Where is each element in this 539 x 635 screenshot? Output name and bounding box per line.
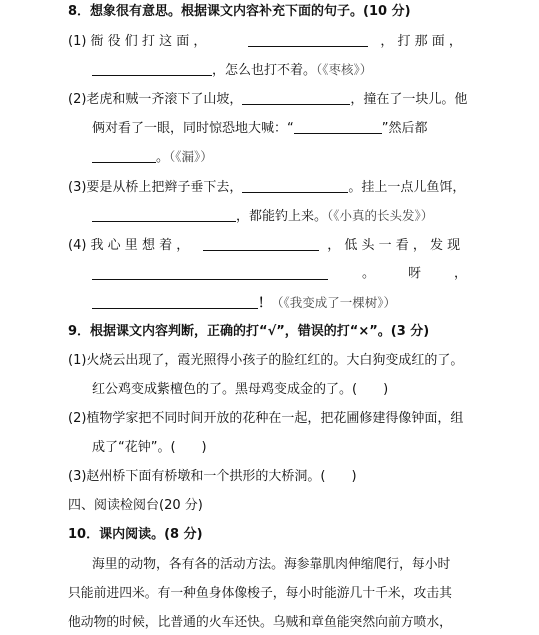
- q8-item4-blank1[interactable]: [203, 236, 319, 251]
- q8-item1-line1: [68, 32, 462, 51]
- q8-item2-blank2[interactable]: [294, 119, 382, 134]
- q8-item2-blank3[interactable]: [92, 148, 156, 163]
- q8-item1-source: （《枣核》）: [316, 62, 373, 77]
- q8-title: 8．想象很有意思。根据课文内容补充下面的句子。(10 分): [68, 4, 411, 19]
- q8-item4-blank3[interactable]: [92, 294, 258, 309]
- q9-item2-line1: (2)植物学家把不同时间开放的花种在一起，把花圃修建得像钟面，组: [68, 411, 464, 426]
- q8-item2-text4: ”然后都: [381, 121, 428, 136]
- q8-item4-text6: ！: [258, 296, 272, 311]
- q8-item1-line2: [92, 61, 372, 80]
- q8-item1-blank1[interactable]: [248, 32, 368, 47]
- q8-item4-text3: 。: [362, 266, 376, 281]
- q8-item4-blank2[interactable]: [92, 265, 328, 280]
- q8-item2-blank1[interactable]: [242, 90, 350, 105]
- q8-item1-text2: ， 打 那 面 ，: [380, 34, 462, 49]
- q8-item4-line2: [92, 265, 468, 284]
- section-heading: 四、阅读检阅台(20 分): [68, 498, 203, 513]
- q8-item2-line1: [68, 90, 467, 109]
- q8-item2-line3: [92, 148, 213, 167]
- q8-item2-source: （《漏》）: [169, 149, 213, 164]
- q8-item2-text5: 。: [156, 150, 170, 165]
- q10-passage-line2: 只能前进四米。有一种鱼身体像梭子，每小时能游几十千米，攻击其: [68, 586, 452, 601]
- q8-item3-blank1[interactable]: [242, 178, 348, 193]
- q8-item3-blank2[interactable]: [92, 207, 236, 222]
- q8-item2-text3: 俩对看了一眼，同时惊恐地大喊：“: [92, 121, 294, 136]
- q8-item4-text4: 呀: [408, 266, 422, 281]
- q8-item1-blank2[interactable]: [92, 61, 212, 76]
- q8-item4-text5: ，: [454, 266, 468, 281]
- q8-item4-line1: [68, 236, 460, 255]
- q8-item1-text1: (1) 衙 役 们 打 这 面 ，: [68, 34, 207, 49]
- q9-item2-line2: 成了“花钟”。( ): [92, 440, 207, 455]
- q8-item2-text1: (2)老虎和贼一齐滚下了山坡，: [68, 92, 243, 107]
- q8-item3-source: （《小真的长头发》）: [327, 208, 434, 223]
- q8-item4-source: （《我变成了一棵树》）: [271, 295, 397, 310]
- q10-passage-line3: 他动物的时候，比普通的火车还快。乌贼和章鱼能突然向前方喷水，: [68, 615, 452, 630]
- q8-item3-line1: [68, 178, 465, 197]
- q10-passage-line1: 海里的动物，各有各的活动方法。海参靠肌肉伸缩爬行，每小时: [92, 557, 451, 572]
- q8-item3-text1: (3)要是从桥上把辫子垂下去，: [68, 180, 243, 195]
- q8-item3-line2: [92, 207, 433, 226]
- q8-item4-text1: (4) 我 心 里 想 着 ，: [68, 238, 190, 253]
- q8-item2-text2: ，撞在了一块儿。他: [350, 92, 468, 107]
- q8-item2-line2: [92, 119, 428, 138]
- q9-item1-line2: 红公鸡变成紫檀色的了。黑母鸡变成金的了。( ): [92, 382, 389, 397]
- q9-item3-line1: (3)赵州桥下面有桥墩和一个拱形的大桥洞。( ): [68, 469, 357, 484]
- q8-item4-line3: [92, 294, 396, 313]
- q9-item1-line1: (1)火烧云出现了，霞光照得小孩子的脸红红的。大白狗变成红的了。: [68, 353, 464, 368]
- q9-title: 9．根据课文内容判断，正确的打“√”，错误的打“×”。(3 分): [68, 324, 430, 339]
- q8-item1-text3: ，怎么也打不着。: [212, 63, 317, 78]
- q8-item3-text2: 。挂上一点儿鱼饵，: [348, 180, 466, 195]
- q8-item4-text2: ， 低 头 一 看 ， 发 现: [327, 238, 461, 253]
- q10-title: 10．课内阅读。(8 分): [68, 527, 203, 542]
- q8-item3-text3: ，都能钓上来。: [236, 209, 328, 224]
